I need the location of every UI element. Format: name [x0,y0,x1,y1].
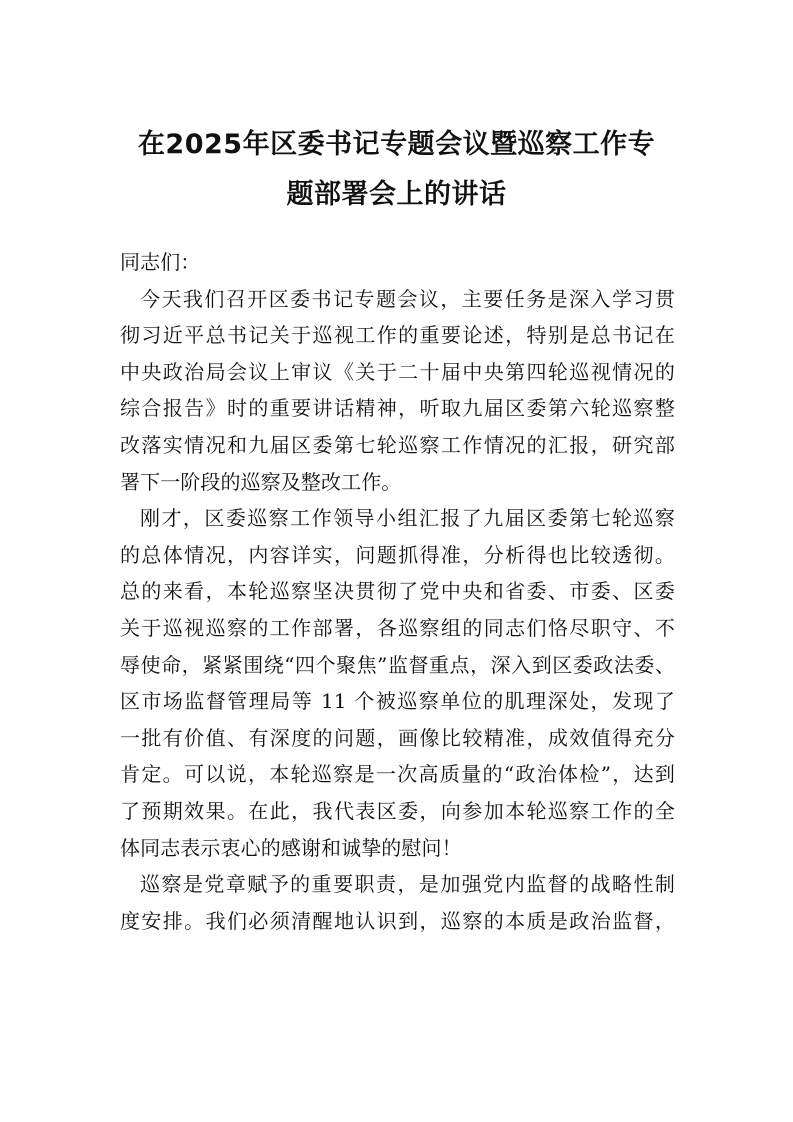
body-text-line: 辱使命，紧紧围绕“四个聚焦”监督重点，深入到区委政法委、 [120,652,675,677]
document-body [120,244,675,939]
body-text-line: 彻习近平总书记关于巡视工作的重要论述，特别是总书记在 [120,323,675,348]
body-text-line: 肯定。可以说，本轮巡察是一次高质量的“政治体检”，达到 [120,762,675,787]
body-text-line: 中央政治局会议上审议《关于二十届中央第四轮巡视情况的 [120,359,675,384]
title-line-1: 在2025年区委书记专题会议暨巡察工作专 [137,129,656,160]
body-text-line: 区市场监督管理局等 11 个被巡察单位的肌理深处，发现了 [120,689,675,714]
body-text-line: 度安排。我们必须清醒地认识到，巡察的本质是政治监督， [120,908,675,933]
body-text-line: 综合报告》时的重要讲话精神，听取九届区委第六轮巡察整 [120,396,675,421]
body-text-line: 巡察是党章赋予的重要职责，是加强党内监督的战略性制 [140,872,675,897]
body-text-line: 一批有价值、有深度的问题，画像比较精准，成效值得充分 [120,725,675,750]
body-text-line: 刚才，区委巡察工作领导小组汇报了九届区委第七轮巡察 [140,506,675,531]
body-text-line: 署下一阶段的巡察及整改工作。 [120,469,402,494]
body-text-line: 今天我们召开区委书记专题会议，主要任务是深入学习贯 [140,286,675,311]
body-text-line: 了预期效果。在此，我代表区委，向参加本轮巡察工作的全 [120,798,675,823]
body-text-line: 同志们： [120,250,201,274]
body-text-line: 关于巡视巡察的工作部署，各巡察组的同志们恪尽职守、不 [120,615,675,640]
body-text-line: 总的来看，本轮巡察坚决贯彻了党中央和省委、市委、区委 [120,579,675,604]
body-text-line: 的总体情况，内容详实，问题抓得准，分析得也比较透彻。 [120,542,675,567]
body-text-line: 体同志表示衷心的感谢和诚挚的慰问！ [120,835,462,860]
title-line-2: 题部署会上的讲话 [286,179,507,210]
document-title [100,120,693,220]
body-text-line: 改落实情况和九届区委第七轮巡察工作情况的汇报，研究部 [120,432,675,457]
